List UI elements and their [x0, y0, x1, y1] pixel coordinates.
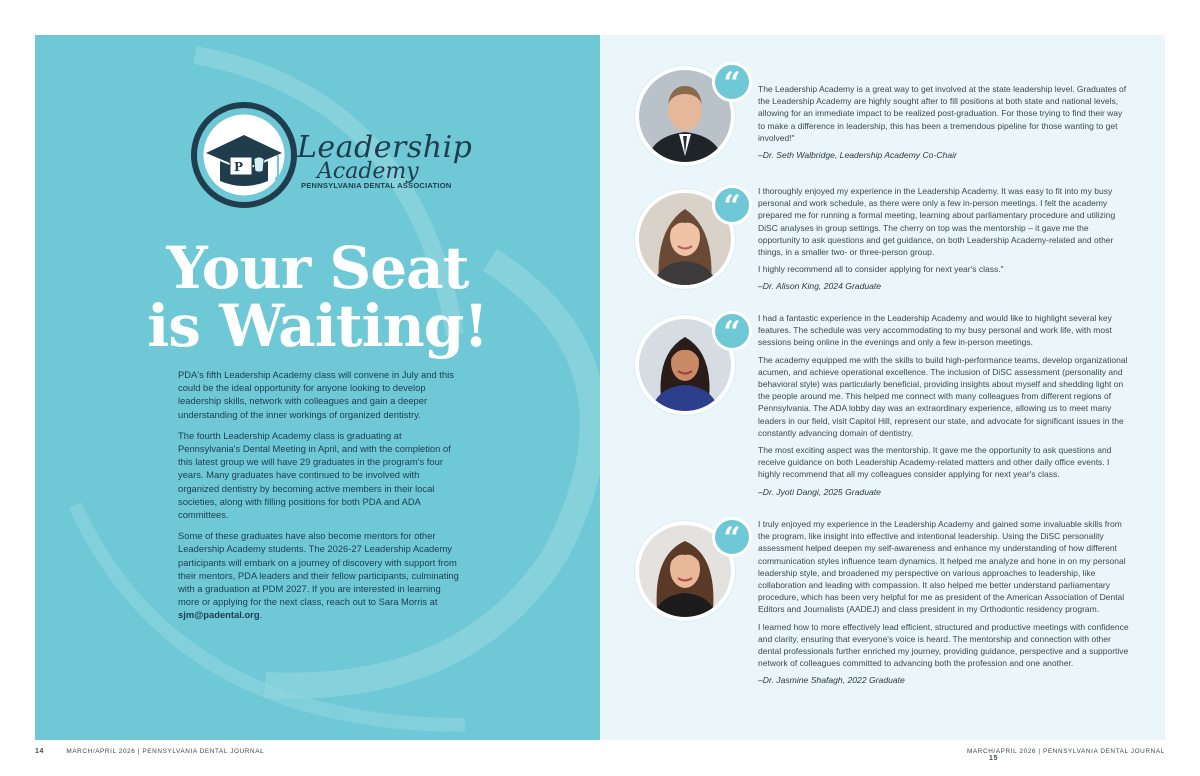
left-footer-text: MARCH/APRIL 2026 | PENNSYLVANIA DENTAL JOURNAL	[66, 748, 265, 755]
left-footer	[35, 748, 264, 755]
logo-word-academy: Academy	[317, 159, 419, 184]
intro-paragraph-2: The fourth Leadership Academy class is graduating at Pennsylvania's Dental Meeting in April, and with the completion of this latest group we will have 29 graduates in the program's four years. Many graduates have continued to be involved with organized dentistry by becoming active members in their local societies, along with filling positions for both PDA and ADA committees.	[178, 429, 451, 521]
right-page-number: 15	[989, 755, 998, 762]
testimonial-text	[758, 83, 1130, 161]
testimonial-paragraph: I had a fantastic experience in the Leadership Academy and would like to highlight several key features. The schedule was very accommodating to my busy personal and work life, with most sessions being online in the evenings and only a few in-person meetings.	[758, 313, 1112, 348]
testimonial-attribution: –Dr. Jyoti Dangi, 2025 Graduate	[758, 486, 881, 497]
testimonial-paragraph: I learned how to more effectively lead efficient, structured and productive meetings with confidence and clarity, ensuring that everyone's voice is heard. The mentorship and connection with other dental professionals further enriched my journey, providing guidance, perspective and a supportive network of colleagues committed to advancing both the profession and one another.	[758, 621, 1129, 669]
quote-mark-icon: “	[712, 62, 752, 102]
logo-cap-letter: P	[234, 160, 244, 174]
testimonial-paragraph: I highly recommend all to consider applying for next year's class."	[758, 264, 1004, 275]
left-page	[35, 35, 600, 740]
logo-org-name: PENNSYLVANIA DENTAL ASSOCIATION	[301, 181, 452, 190]
testimonial-paragraph: The Leadership Academy is a great way to get involved at the state leadership level. Graduates of the Leadership Academy are highly sought after to fill positions at both state and national levels, allowing for an immediate impact to be realized post-graduation. For those trying to find their way to make a difference in leadership, this has been a tremendous pipeline for those wanting to get involved!"	[758, 84, 1127, 143]
left-page-number: 14	[35, 748, 44, 755]
logo-word-leadership: Leadership	[297, 130, 473, 165]
testimonial-attribution: –Dr. Jasmine Shafagh, 2022 Graduate	[758, 675, 905, 686]
testimonial-paragraph: I thoroughly enjoyed my experience in the Leadership Academy. It was easy to fit into my busy personal and work schedule, as there were only a few in-person meetings. I felt the academy prepared me for running a formal meeting, learning about parliamentary procedure and utilizing DiSC analyses in group settings. The cherry on top was the mentorship – it gave me the opportunity to ask questions and get guidance, on both Leadership Academy-related and other things, in a smaller two- or three-person group.	[758, 186, 1116, 258]
testimonial-paragraph: I truly enjoyed my experience in the Leadership Academy and gained some invaluable skills from the program, like insight into effective and intentional leadership. Using the DiSC personality assessment helped deepen my self-awareness and enhance my understanding of how different communication styles influence team dynamics. It helped me analyze and hone in on my personal leadership style, and broadened my perspective on various approaches to leadership, like collaboration and leading with compassion. It also helped me better understand parliamentary procedure, which has been very helpful for me as president of the American Association of Dental Editors and Journalists (AADEJ) and class president in my Orthodontic residency program.	[758, 519, 1126, 615]
right-footer-text: MARCH/APRIL 2026 | PENNSYLVANIA DENTAL JOURNAL	[967, 748, 1165, 755]
testimonial-paragraph: The most exciting aspect was the mentorship. It gave me the opportunity to ask questions and receive guidance on both Leadership Academy-related matters and other daily office events. I highly recommend that all my colleagues consider applying for next year's class.	[758, 445, 1112, 480]
left-body-text	[178, 368, 460, 630]
magazine-spread	[35, 35, 1165, 740]
testimonial-text	[758, 185, 1130, 293]
testimonial-paragraph: The academy equipped me with the skills to build high-performance teams, develop organizational acumen, and achieve operational excellence. The inclusion of DiSC assessment (personality and behavioral style) was particularly beneficial, providing insights about myself and shedding light on the people around me. This helped me connect with many colleagues from different regions of Pennsylvania. The ADA lobby day was an extraordinary experience, allowing us to meet many leaders in our field, visit Capitol Hill, represent our state, and advocate for significant issues in the constantly advancing domain of dentistry.	[758, 354, 1128, 438]
contact-email[interactable]: sjm@padental.org	[178, 609, 260, 621]
right-footer	[967, 748, 1200, 762]
headline-line-2: is Waiting!	[147, 292, 488, 360]
quote-mark-icon: “	[712, 311, 752, 351]
quote-mark-icon: “	[712, 185, 752, 225]
intro-paragraph-1: PDA's fifth Leadership Academy class will convene in July and this could be the ideal opportunity for anyone looking to develop leadership skills, network with colleagues and gain a deeper understanding of the inner workings of organized dentistry.	[178, 369, 454, 420]
quote-mark-icon: “	[712, 517, 752, 557]
testimonial-text	[758, 518, 1130, 687]
intro-paragraph-3	[178, 529, 460, 621]
testimonial-attribution: –Dr. Seth Walbridge, Leadership Academy Co-Chair	[758, 150, 957, 161]
testimonial-text	[758, 312, 1130, 498]
intro-paragraph-3-text: Some of these graduates have also become mentors for other Leadership Academy students. The 2026-27 Leadership Academy participants will embark on a journey of discovery with support from their mentors, PDA leaders and their fellow participants, culminating with a graduation at PDM 2027. If you are interested in learning more or applying for the next class, reach out to Sara Morris at	[178, 530, 459, 608]
intro-paragraph-3-end: .	[259, 609, 263, 621]
right-page	[600, 35, 1165, 740]
testimonial-attribution: –Dr. Alison King, 2024 Graduate	[758, 281, 882, 292]
headline-line-1: Your Seat	[166, 234, 469, 302]
